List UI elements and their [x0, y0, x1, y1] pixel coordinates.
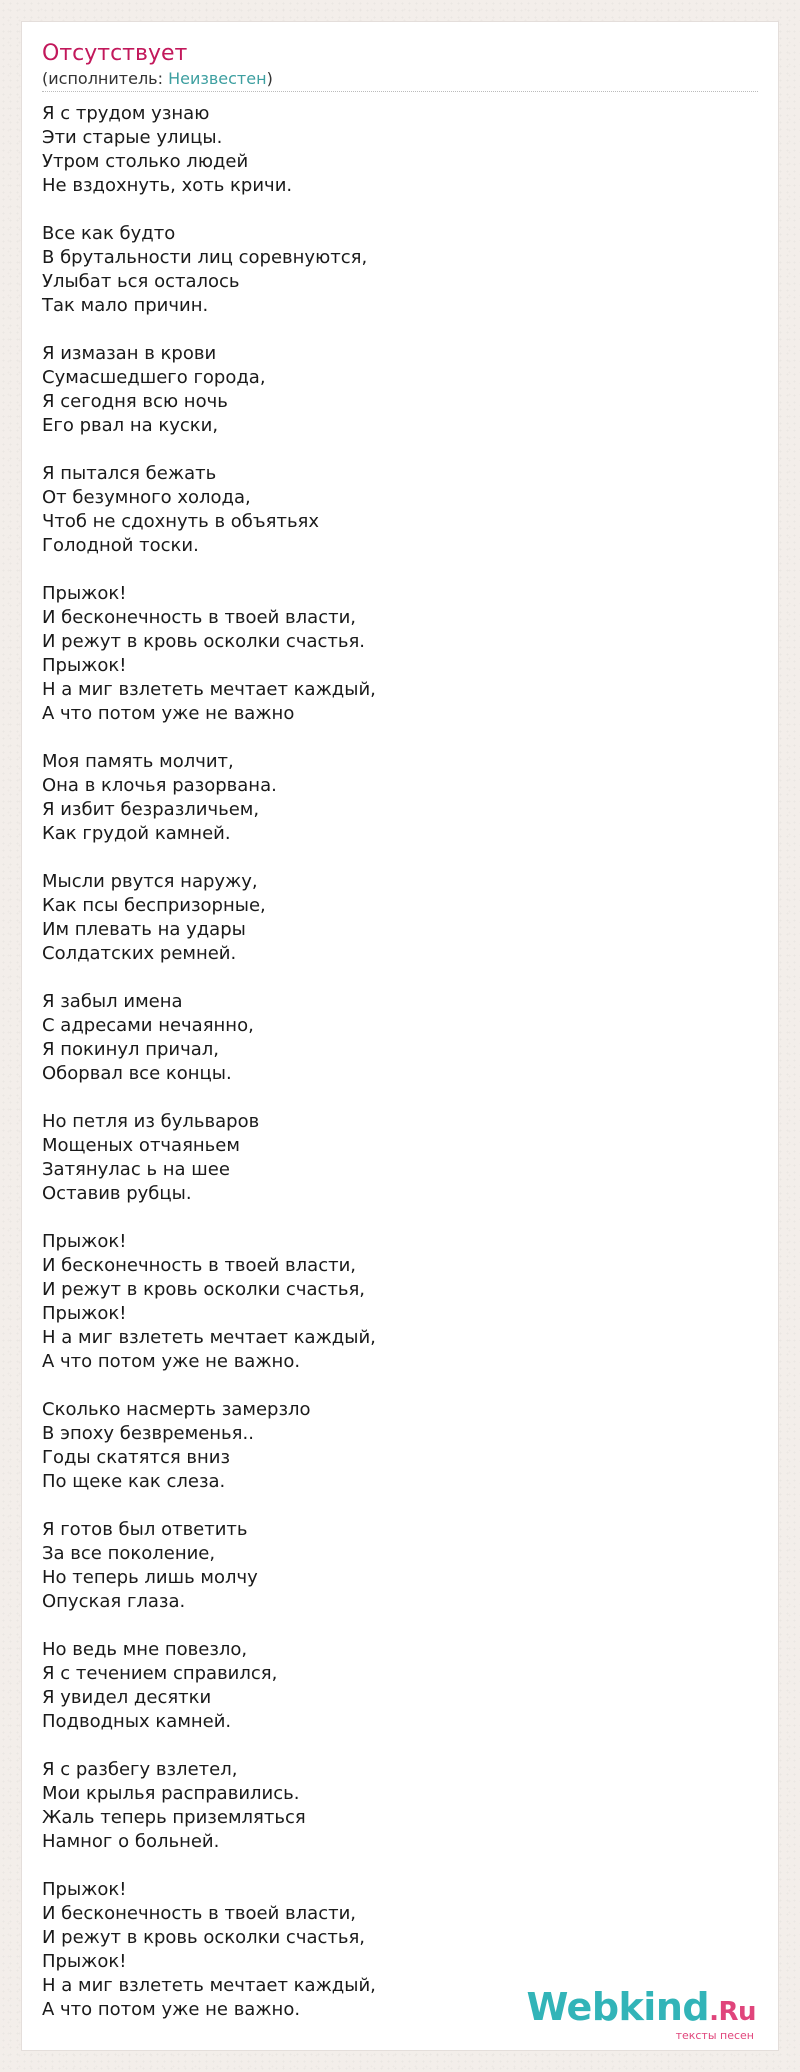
- logo-wordmark: [526, 1987, 756, 2032]
- artist-prefix: (исполнитель:: [42, 69, 169, 88]
- logo-ru: .Ru: [709, 1997, 756, 2027]
- logo-subtitle: тексты песен: [675, 2029, 754, 2042]
- artist-link[interactable]: Неизвестен: [168, 69, 267, 88]
- song-title: Отсутствует: [42, 41, 188, 66]
- artist-line: [42, 69, 758, 92]
- site-logo[interactable]: [526, 1987, 756, 2042]
- artist-suffix: ): [266, 69, 273, 88]
- lyrics-card: [21, 21, 779, 2051]
- logo-web: Webkind: [526, 1985, 710, 2029]
- song-header: [42, 40, 758, 92]
- lyrics-text: Я с трудом узнаю Эти старые улицы. Утром столько людей Не вздохнуть, хоть кричи. Все как будто В брутальности лиц соревнуются, Улыбат ься осталось Так мало причин. Я измазан в крови Сумасшедшего города, Я сегодня всю ночь Его рвал на куски, Я пытался бежать От безумного холода, Чтоб не сдохнуть в объятьях Голодной тоски. Прыжок! И бесконечность в твоей власти, И режут в кровь осколки счастья. Прыжок! Н а миг взлететь мечтает каждый, А что потом уже не важно Моя память молчит, Она в клочья разорвана. Я избит безразличьем, Как грудой камней. Мысли рвутся наружу, Как псы беспризорные, Им плевать на удары Солдатских ремней. Я забыл имена С адресами нечаянно, Я покинул причал, Оборвал все концы. Но петля из бульваров Мощеных отчаяньем Затянулас ь на шее Оставив рубцы. Прыжок! И бесконечность в твоей власти, И режут в кровь осколки счастья, Прыжок! Н а миг взлететь мечтает каждый, А что потом уже не важно. Сколько насмерть замерзло В эпоху безвременья.. Годы скатятся вниз По щеке как слеза. Я готов был ответить За все поколение, Но теперь лишь молчу Опуская глаза. Но ведь мне повезло, Я с течением справился, Я увидел десятки Подводных камней. Я с разбегу взлетел, Мои крылья расправились. Жаль теперь приземляться Намног о больней. Прыжок! И бесконечность в твоей власти, И режут в кровь осколки счастья, Прыжок! Н а миг взлететь мечтает каждый, А что потом уже не важно.: [42, 103, 376, 2020]
